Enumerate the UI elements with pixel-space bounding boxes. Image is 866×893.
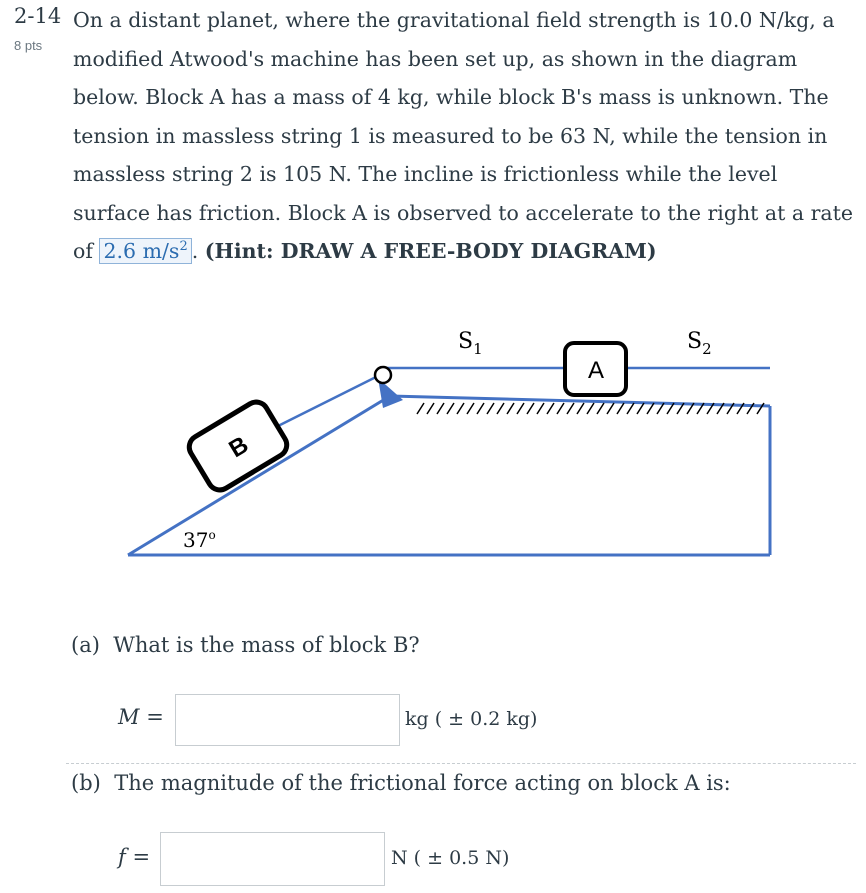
mass-label — [118, 705, 164, 729]
angle-degree: o — [208, 528, 216, 542]
angle-label — [183, 528, 216, 552]
atwood-diagram — [120, 318, 780, 563]
block-a-label: A — [587, 357, 605, 384]
friction-unit: N ( ± 0.5 N) — [391, 847, 510, 869]
hint-text: (Hint: DRAW A FREE-BODY DIAGRAM — [204, 239, 647, 263]
friction-var: f — [118, 845, 126, 869]
mass-var: M — [118, 705, 140, 729]
part-b-question: The magnitude of the frictional force acting on block A is: — [114, 771, 731, 795]
s2-sub: 2 — [702, 340, 712, 358]
accel-value-text: 2.6 m/s — [103, 239, 180, 263]
friction-input[interactable] — [160, 832, 385, 886]
s1-sub: 1 — [473, 340, 483, 358]
mass-unit: kg ( ± 0.2 kg) — [405, 708, 538, 730]
string-1-label — [458, 329, 483, 358]
string-2-label — [687, 329, 712, 358]
question-number: 2-14 — [14, 4, 62, 28]
pulley-icon — [375, 367, 391, 383]
question-stem — [73, 1, 858, 271]
accel-exponent: 2 — [179, 239, 188, 255]
block-b — [185, 398, 291, 495]
question-points: 8 pts — [14, 38, 43, 53]
friction-label — [118, 845, 150, 869]
part-a-question: What is the mass of block B? — [113, 633, 420, 657]
part-b-label: (b) — [71, 771, 101, 795]
mass-eq: = — [146, 705, 164, 729]
part-b-prompt — [71, 771, 731, 795]
friction-eq: = — [132, 845, 151, 869]
part-a-label: (a) — [71, 633, 100, 657]
block-a — [565, 343, 626, 395]
stem-text-1: On a distant planet, where the gravitational field strength is 10.0 N/kg, a modified Atwood's machine has been set up, as shown in the diagram below. Block A has a mass of 4 kg, while block B's mass is unknown. The tension in massless string 1 is measured to be 63 N, while the tension in massless string 2 is 105 N. The incline is frictionless while the level surface has friction. Block A is observed to accelerate to the right at a rate of — [73, 8, 854, 263]
block-b-label: B — [224, 431, 254, 464]
hint-close: ) — [646, 239, 657, 263]
part-a-prompt — [71, 633, 420, 657]
part-divider — [66, 763, 856, 764]
s2-letter: S — [687, 329, 703, 354]
s1-letter: S — [458, 329, 474, 354]
stem-text-2: . — [191, 239, 205, 263]
acceleration-value — [99, 238, 191, 264]
mass-input[interactable] — [175, 694, 400, 746]
angle-value: 37 — [183, 528, 209, 552]
